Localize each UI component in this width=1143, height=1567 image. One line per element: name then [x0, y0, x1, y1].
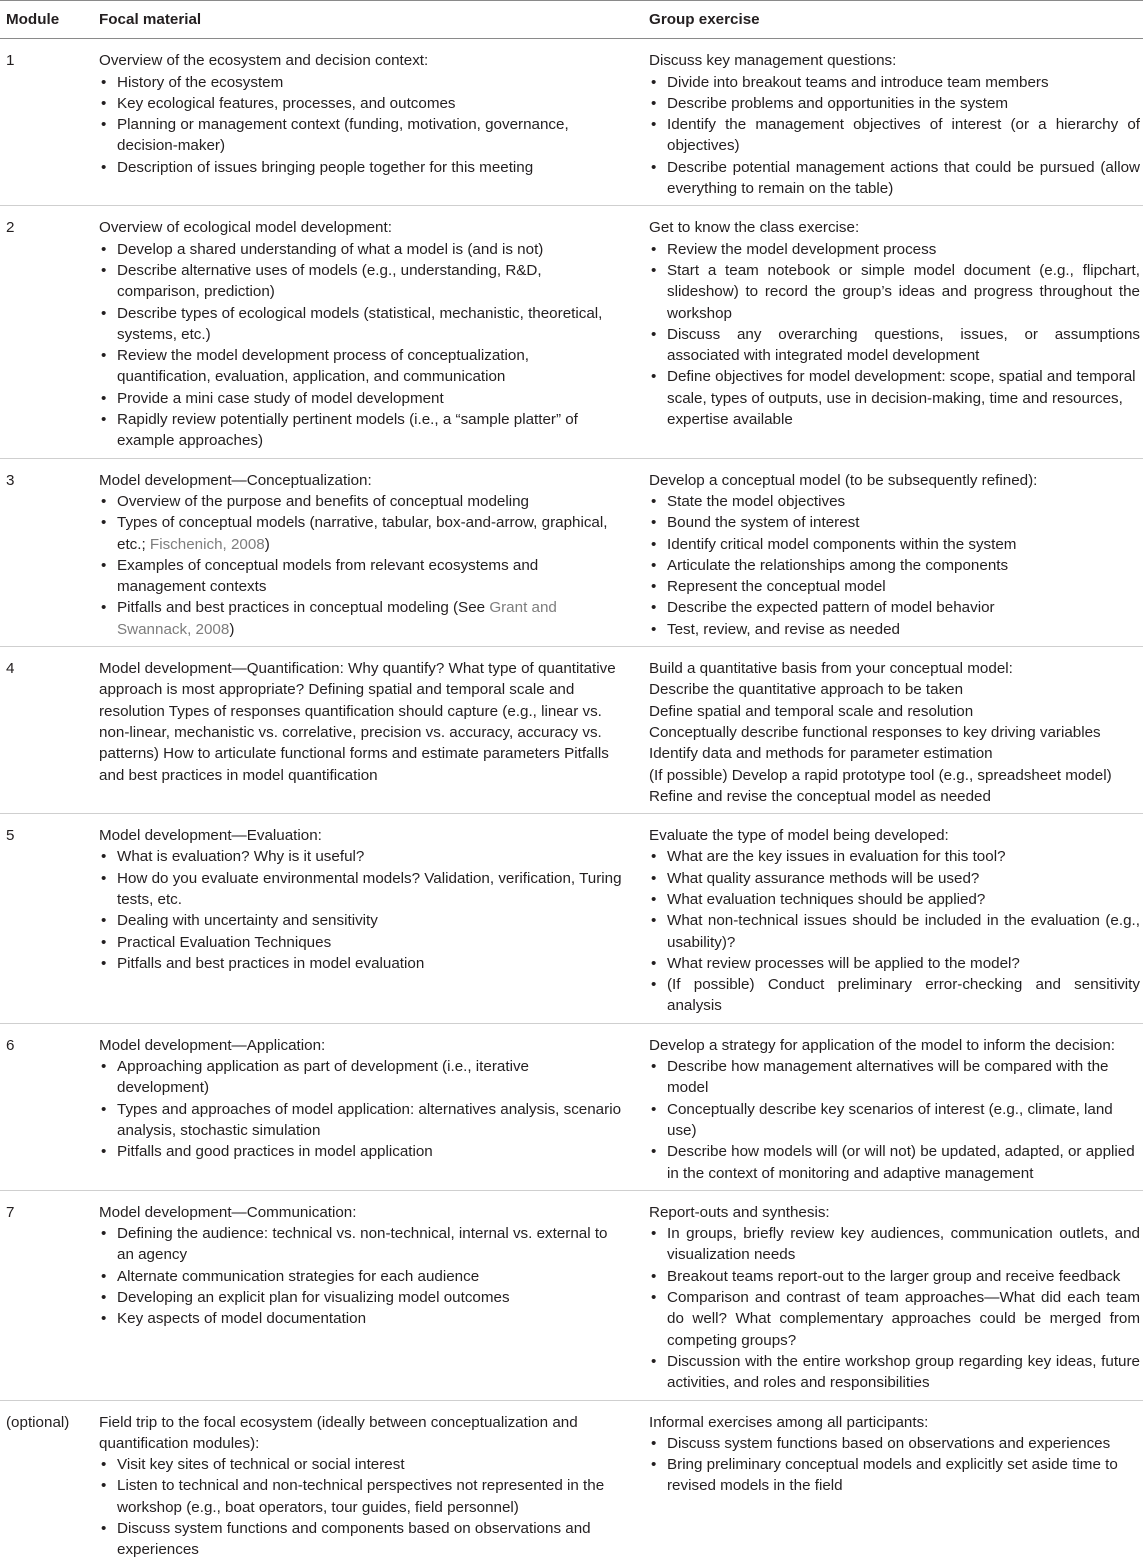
group-intro: Informal exercises among all participants: [649, 1413, 929, 1431]
focal-material-cell [93, 39, 643, 206]
list-item: • Bring preliminary conceptual models and explicitly set aside time to revised models in the field [649, 1454, 1140, 1497]
group-exercise-cell [643, 814, 1143, 1024]
list-item: • Dealing with uncertainty and sensitivity [99, 910, 623, 931]
module-number: 6 [0, 1023, 93, 1190]
list-item: Identify data and methods for parameter estimation [649, 745, 993, 763]
module-number: 2 [0, 206, 93, 458]
list-item: Conceptually describe functional responses to key driving variables [649, 723, 1101, 741]
group-exercise-cell [643, 206, 1143, 458]
focal-list [99, 239, 623, 452]
group-exercise-cell [643, 647, 1143, 814]
list-item: • Types of conceptual models (narrative, tabular, box-and-arrow, graphical, etc.; Fischenich, 2008) [99, 512, 623, 555]
list-item: • Review the model development process [649, 239, 1140, 260]
header-module: Module [0, 1, 93, 39]
list-item: • Planning or management context (funding, motivation, governance, decision-maker) [99, 114, 623, 157]
focal-material-cell [93, 206, 643, 458]
list-item: • Describe how management alternatives will be compared with the model [649, 1056, 1140, 1099]
list-item: • Examples of conceptual models from relevant ecosystems and management contexts [99, 555, 623, 598]
focal-text: Model development—Quantification: Why quantify? What type of quantitative approach is most appropriate? Defining spatial and temporal scale and resolution Types of responses quantification should capture (e.g., linear vs. non-linear, mechanistic vs. correlative, precision vs. accuracy, accuracy vs. patterns) How to articulate functional forms and estimate parameters Pitfalls and best practices in model quantification [99, 660, 616, 784]
group-exercise-cell [643, 1400, 1143, 1567]
group-exercise-cell [643, 39, 1143, 206]
list-item: • Discussion with the entire workshop group regarding key ideas, future activities, and roles and responsibilities [649, 1351, 1140, 1394]
list-item: • Define objectives for model development: scope, spatial and temporal scale, types of outputs, use in decision-making, time and resources, expertise available [649, 366, 1140, 430]
list-item: Build a quantitative basis from your conceptual model: [649, 660, 1013, 678]
list-item: • Describe the expected pattern of model behavior [649, 597, 1140, 618]
focal-intro: Model development—Application: [99, 1036, 326, 1054]
list-item: • Review the model development process of conceptualization, quantification, evaluation, application, and communication [99, 345, 623, 388]
list-item: • Describe potential management actions that could be pursued (allow everything to remain on the table) [649, 157, 1140, 200]
table-row [0, 1190, 1143, 1400]
list-item: • Comparison and contrast of team approaches—What did each team do well? What complementary approaches could be merged from competing groups? [649, 1287, 1140, 1351]
list-item: • What review processes will be applied to the model? [649, 953, 1140, 974]
list-item: • Start a team notebook or simple model document (e.g., flipchart, slideshow) to record the group’s ideas and progress throughout the workshop [649, 260, 1140, 324]
list-item: • Conceptually describe key scenarios of interest (e.g., climate, land use) [649, 1099, 1140, 1142]
list-item: • Alternate communication strategies for each audience [99, 1266, 623, 1287]
list-item: • Describe how models will (or will not) be updated, adapted, or applied in the context of monitoring and adaptive management [649, 1141, 1140, 1184]
list-item: • Approaching application as part of development (i.e., iterative development) [99, 1056, 623, 1099]
focal-material-cell [93, 814, 643, 1024]
group-list [649, 72, 1140, 200]
module-number: (optional) [6, 1413, 70, 1431]
list-item-text: Types of conceptual models (narrative, tabular, box-and-arrow, graphical, etc.; [117, 514, 608, 553]
table-row [0, 647, 1143, 814]
citation-link[interactable]: Fischenich, 2008 [149, 535, 265, 553]
table-row [0, 206, 1143, 458]
list-item: • Developing an explicit plan for visualizing model outcomes [99, 1287, 623, 1308]
list-item: • Pitfalls and best practices in model evaluation [99, 953, 623, 974]
list-item: Define spatial and temporal scale and resolution [649, 702, 974, 720]
focal-list [99, 1056, 623, 1162]
list-item: • Develop a shared understanding of what a model is (and is not) [99, 239, 623, 260]
list-item: • Provide a mini case study of model development [99, 388, 623, 409]
list-item: • History of the ecosystem [99, 72, 623, 93]
focal-list [99, 1454, 623, 1560]
list-item: Describe the quantitative approach to be taken [649, 681, 964, 699]
group-list [649, 846, 1140, 1016]
list-item: • Practical Evaluation Techniques [99, 932, 623, 953]
list-item: • (If possible) Conduct preliminary error-checking and sensitivity analysis [649, 974, 1140, 1017]
focal-intro: Overview of the ecosystem and decision context: [99, 52, 429, 70]
list-item: • Visit key sites of technical or social interest [99, 1454, 623, 1475]
group-exercise-cell [643, 1023, 1143, 1190]
list-item: • Divide into breakout teams and introduce team members [649, 72, 1140, 93]
list-item: • Types and approaches of model application: alternatives analysis, scenario analysis, stochastic simulation [99, 1099, 623, 1142]
list-item: • In groups, briefly review key audiences, communication outlets, and visualization needs [649, 1223, 1140, 1266]
group-intro: Discuss key management questions: [649, 52, 897, 70]
list-item: • Pitfalls and good practices in model application [99, 1141, 623, 1162]
list-item: • What is evaluation? Why is it useful? [99, 846, 623, 867]
list-item: • Describe types of ecological models (statistical, mechanistic, theoretical, systems, etc.) [99, 303, 623, 346]
list-item: Refine and revise the conceptual model as needed [649, 787, 991, 805]
group-list [649, 1223, 1140, 1393]
focal-material-cell [93, 1190, 643, 1400]
focal-intro: Model development—Communication: [99, 1203, 357, 1221]
list-item: • What non-technical issues should be included in the evaluation (e.g., usability)? [649, 910, 1140, 953]
module-number: 4 [0, 647, 93, 814]
module-number: 1 [0, 39, 93, 206]
list-item: • Discuss system functions and components based on observations and experiences [99, 1518, 623, 1561]
group-intro: Develop a strategy for application of the model to inform the decision: [649, 1036, 1116, 1054]
list-item: • Articulate the relationships among the components [649, 555, 1140, 576]
list-item: • Description of issues bringing people together for this meeting [99, 157, 623, 178]
group-list [649, 491, 1140, 640]
list-item: • Test, review, and revise as needed [649, 619, 1140, 640]
citation-link[interactable]: Grant and Swannack, 2008 [117, 599, 557, 638]
list-item: • Listen to technical and non-technical perspectives not represented in the workshop (e.g., boat operators, tour guides, field personnel) [99, 1475, 623, 1518]
group-exercise-cell [643, 458, 1143, 646]
focal-material-cell [93, 458, 643, 646]
focal-list [99, 1223, 623, 1329]
focal-material-cell [93, 1400, 643, 1567]
focal-list [99, 846, 623, 974]
group-list [649, 658, 1140, 807]
table-row [0, 814, 1143, 1024]
focal-intro: Field trip to the focal ecosystem (ideally between conceptualization and quantification modules): [99, 1413, 578, 1452]
group-list [649, 1433, 1140, 1497]
focal-list [99, 491, 623, 640]
list-item: • Describe problems and opportunities in the system [649, 93, 1140, 114]
module-number: 7 [0, 1190, 93, 1400]
list-item: • Breakout teams report-out to the larger group and receive feedback [649, 1266, 1140, 1287]
list-item: • Discuss any overarching questions, issues, or assumptions associated with integrated model development [649, 324, 1140, 367]
focal-material-cell [93, 1023, 643, 1190]
group-list [649, 239, 1140, 431]
list-item: • Rapidly review potentially pertinent models (i.e., a “sample platter” of example approaches) [99, 409, 623, 452]
group-list [649, 1056, 1140, 1184]
module-number: 3 [0, 458, 93, 646]
table-row [0, 39, 1143, 206]
group-intro: Report-outs and synthesis: [649, 1203, 830, 1221]
header-group-exercise: Group exercise [643, 1, 1143, 39]
group-exercise-cell [643, 1190, 1143, 1400]
group-intro: Get to know the class exercise: [649, 219, 860, 237]
focal-intro: Model development—Conceptualization: [99, 471, 372, 489]
focal-material-cell [93, 647, 643, 814]
list-item-text: Pitfalls and best practices in conceptual modeling (See [117, 599, 490, 617]
module-number: 5 [0, 814, 93, 1024]
list-item: • Key ecological features, processes, and outcomes [99, 93, 623, 114]
table-row [0, 1023, 1143, 1190]
list-item: • Key aspects of model documentation [99, 1308, 623, 1329]
focal-list [99, 72, 623, 178]
list-item: • Bound the system of interest [649, 512, 1140, 533]
list-item: • How do you evaluate environmental models? Validation, verification, Turing tests, etc. [99, 868, 623, 911]
focal-intro: Overview of ecological model development: [99, 219, 392, 237]
list-item: • Identify critical model components within the system [649, 534, 1140, 555]
list-item: • What evaluation techniques should be applied? [649, 889, 1140, 910]
table-header-row [0, 1, 1143, 39]
list-item: • Discuss system functions based on observations and experiences [649, 1433, 1140, 1454]
table-row [0, 1400, 1143, 1567]
list-item: • Represent the conceptual model [649, 576, 1140, 597]
list-item: (If possible) Develop a rapid prototype tool (e.g., spreadsheet model) [649, 766, 1112, 784]
table-row [0, 458, 1143, 646]
list-item: • What are the key issues in evaluation for this tool? [649, 846, 1140, 867]
list-item: • Pitfalls and best practices in conceptual modeling (See Grant and Swannack, 2008) [99, 597, 623, 640]
focal-intro: Model development—Evaluation: [99, 827, 322, 845]
list-item: • State the model objectives [649, 491, 1140, 512]
header-focal-material: Focal material [93, 1, 643, 39]
group-intro: Develop a conceptual model (to be subsequently refined): [649, 471, 1038, 489]
list-item: • Overview of the purpose and benefits of conceptual modeling [99, 491, 623, 512]
group-intro: Evaluate the type of model being developed: [649, 827, 949, 845]
list-item: • Describe alternative uses of models (e.g., understanding, R&D, comparison, prediction) [99, 260, 623, 303]
list-item: • What quality assurance methods will be used? [649, 868, 1140, 889]
list-item: • Defining the audience: technical vs. non-technical, internal vs. external to an agency [99, 1223, 623, 1266]
list-item: • Identify the management objectives of interest (or a hierarchy of objectives) [649, 114, 1140, 157]
